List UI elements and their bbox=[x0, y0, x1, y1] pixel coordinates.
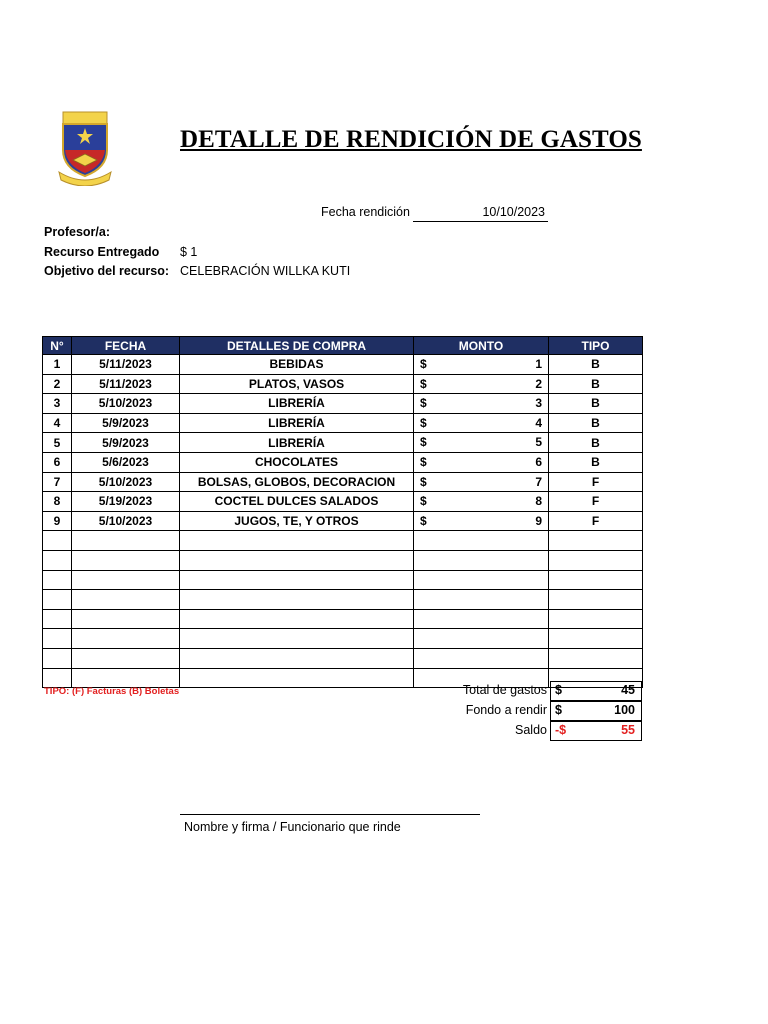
row-monto-value: 8 bbox=[535, 494, 542, 509]
fecha-underline bbox=[413, 221, 548, 222]
table-body bbox=[43, 355, 643, 688]
empty-cell bbox=[414, 609, 549, 629]
empty-cell bbox=[414, 629, 549, 649]
row-monto bbox=[414, 374, 549, 394]
empty-cell bbox=[549, 550, 643, 570]
table-row bbox=[43, 355, 643, 375]
row-fecha: 5/9/2023 bbox=[72, 433, 180, 453]
fecha-value: 10/10/2023 bbox=[482, 205, 545, 219]
empty-cell bbox=[72, 609, 180, 629]
table-row bbox=[43, 511, 643, 531]
row-tipo: B bbox=[549, 394, 643, 414]
row-monto-symbol: $ bbox=[420, 357, 427, 371]
recurso-value: $ 1 bbox=[180, 245, 198, 259]
table-row-empty bbox=[43, 648, 643, 668]
empty-cell bbox=[414, 550, 549, 570]
table-row-empty bbox=[43, 629, 643, 649]
expense-table bbox=[42, 336, 643, 688]
empty-cell bbox=[180, 609, 414, 629]
row-monto-value: 6 bbox=[535, 454, 542, 469]
total-gastos-box bbox=[550, 681, 642, 701]
header-fecha: FECHA bbox=[72, 337, 180, 355]
header-tipo: TIPO bbox=[549, 337, 643, 355]
total-gastos-label: Total de gastos bbox=[462, 683, 547, 697]
tipo-note: TIPO: (F) Facturas (B) Boletas bbox=[44, 686, 180, 697]
row-detalle: JUGOS, TE, Y OTROS bbox=[180, 511, 414, 531]
row-fecha: 5/9/2023 bbox=[72, 413, 180, 433]
row-number: 7 bbox=[43, 472, 72, 492]
empty-cell bbox=[43, 570, 72, 590]
total-gastos-symbol: $ bbox=[555, 683, 562, 697]
row-fecha: 5/19/2023 bbox=[72, 492, 180, 512]
row-tipo: B bbox=[549, 374, 643, 394]
page-title: DETALLE DE RENDICIÓN DE GASTOS bbox=[180, 126, 642, 153]
row-detalle: CHOCOLATES bbox=[180, 452, 414, 472]
row-monto-symbol: $ bbox=[420, 454, 427, 469]
row-tipo: B bbox=[549, 413, 643, 433]
row-monto-value: 9 bbox=[535, 513, 542, 528]
school-crest-logo bbox=[55, 110, 115, 186]
empty-cell bbox=[72, 629, 180, 649]
empty-cell bbox=[72, 648, 180, 668]
row-number: 4 bbox=[43, 413, 72, 433]
table-row bbox=[43, 433, 643, 453]
row-number: 2 bbox=[43, 374, 72, 394]
saldo-box bbox=[550, 721, 642, 741]
row-monto bbox=[414, 492, 549, 512]
row-monto bbox=[414, 452, 549, 472]
row-monto-value: 2 bbox=[535, 376, 542, 391]
row-fecha: 5/6/2023 bbox=[72, 452, 180, 472]
table-row-empty bbox=[43, 531, 643, 551]
saldo-symbol: -$ bbox=[555, 723, 567, 737]
recurso-label: Recurso Entregado bbox=[44, 245, 160, 259]
row-monto-value: 1 bbox=[535, 357, 542, 371]
empty-cell bbox=[180, 590, 414, 610]
empty-cell bbox=[43, 590, 72, 610]
row-fecha: 5/10/2023 bbox=[72, 472, 180, 492]
row-monto bbox=[414, 355, 549, 375]
row-detalle: LIBRERÍA bbox=[180, 394, 414, 414]
row-fecha: 5/11/2023 bbox=[72, 374, 180, 394]
fondo-label: Fondo a rendir bbox=[465, 703, 547, 717]
row-tipo: F bbox=[549, 511, 643, 531]
saldo-label: Saldo bbox=[515, 723, 547, 737]
total-gastos-value: 45 bbox=[621, 683, 635, 697]
empty-cell bbox=[549, 531, 643, 551]
empty-cell bbox=[414, 590, 549, 610]
empty-cell bbox=[43, 629, 72, 649]
row-detalle: COCTEL DULCES SALADOS bbox=[180, 492, 414, 512]
row-number: 9 bbox=[43, 511, 72, 531]
row-monto-symbol: $ bbox=[420, 376, 427, 391]
empty-cell bbox=[43, 668, 72, 688]
row-monto-symbol: $ bbox=[420, 435, 427, 450]
empty-cell bbox=[414, 570, 549, 590]
row-number: 6 bbox=[43, 452, 72, 472]
row-monto-value: 7 bbox=[535, 474, 542, 489]
row-detalle: LIBRERÍA bbox=[180, 433, 414, 453]
empty-cell bbox=[414, 648, 549, 668]
empty-cell bbox=[72, 668, 180, 688]
empty-cell bbox=[43, 550, 72, 570]
empty-cell bbox=[180, 550, 414, 570]
header-monto: MONTO bbox=[414, 337, 549, 355]
row-detalle: BOLSAS, GLOBOS, DECORACION bbox=[180, 472, 414, 492]
table-row-empty bbox=[43, 550, 643, 570]
row-monto bbox=[414, 413, 549, 433]
empty-cell bbox=[43, 531, 72, 551]
empty-cell bbox=[180, 531, 414, 551]
table-row bbox=[43, 413, 643, 433]
empty-cell bbox=[549, 629, 643, 649]
objetivo-label: Objetivo del recurso: bbox=[44, 264, 170, 278]
empty-cell bbox=[72, 531, 180, 551]
empty-cell bbox=[414, 531, 549, 551]
empty-cell bbox=[43, 609, 72, 629]
row-detalle: BEBIDAS bbox=[180, 355, 414, 375]
empty-cell bbox=[549, 609, 643, 629]
empty-cell bbox=[72, 590, 180, 610]
row-tipo: B bbox=[549, 433, 643, 453]
row-monto bbox=[414, 394, 549, 414]
row-monto bbox=[414, 472, 549, 492]
empty-cell bbox=[549, 570, 643, 590]
table-row bbox=[43, 492, 643, 512]
table-header-row bbox=[43, 337, 643, 355]
fondo-box bbox=[550, 701, 642, 721]
empty-cell bbox=[180, 570, 414, 590]
table-row-empty bbox=[43, 570, 643, 590]
row-monto-value: 4 bbox=[535, 415, 542, 430]
row-tipo: B bbox=[549, 355, 643, 375]
table-row bbox=[43, 374, 643, 394]
empty-cell bbox=[72, 570, 180, 590]
table-row bbox=[43, 452, 643, 472]
fecha-label: Fecha rendición bbox=[321, 205, 410, 219]
row-tipo: B bbox=[549, 452, 643, 472]
row-tipo: F bbox=[549, 492, 643, 512]
row-monto-symbol: $ bbox=[420, 396, 427, 411]
empty-cell bbox=[549, 590, 643, 610]
table-row-empty bbox=[43, 609, 643, 629]
row-number: 8 bbox=[43, 492, 72, 512]
saldo-value: 55 bbox=[621, 723, 635, 737]
signature-label: Nombre y firma / Funcionario que rinde bbox=[184, 820, 401, 834]
objetivo-value: CELEBRACIÓN WILLKA KUTI bbox=[180, 264, 351, 278]
row-fecha: 5/11/2023 bbox=[72, 355, 180, 375]
row-fecha: 5/10/2023 bbox=[72, 511, 180, 531]
empty-cell bbox=[43, 648, 72, 668]
row-monto-value: 5 bbox=[535, 435, 542, 450]
row-monto-symbol: $ bbox=[420, 513, 427, 528]
empty-cell bbox=[549, 648, 643, 668]
empty-cell bbox=[180, 648, 414, 668]
row-number: 3 bbox=[43, 394, 72, 414]
fondo-symbol: $ bbox=[555, 703, 562, 717]
row-detalle: LIBRERÍA bbox=[180, 413, 414, 433]
row-monto-symbol: $ bbox=[420, 494, 427, 509]
row-monto-symbol: $ bbox=[420, 415, 427, 430]
row-detalle: PLATOS, VASOS bbox=[180, 374, 414, 394]
row-monto bbox=[414, 433, 549, 453]
row-monto-symbol: $ bbox=[420, 474, 427, 489]
row-number: 1 bbox=[43, 355, 72, 375]
signature-line bbox=[180, 814, 480, 815]
row-fecha: 5/10/2023 bbox=[72, 394, 180, 414]
fondo-value: 100 bbox=[614, 703, 635, 717]
row-number: 5 bbox=[43, 433, 72, 453]
empty-cell bbox=[72, 550, 180, 570]
empty-cell bbox=[180, 668, 414, 688]
header-detalles: DETALLES DE COMPRA bbox=[180, 337, 414, 355]
header-n: N° bbox=[43, 337, 72, 355]
profesor-label: Profesor/a: bbox=[44, 225, 110, 239]
row-tipo: F bbox=[549, 472, 643, 492]
table-row bbox=[43, 472, 643, 492]
row-monto bbox=[414, 511, 549, 531]
table-row bbox=[43, 394, 643, 414]
row-monto-value: 3 bbox=[535, 396, 542, 411]
table-row-empty bbox=[43, 590, 643, 610]
empty-cell bbox=[180, 629, 414, 649]
